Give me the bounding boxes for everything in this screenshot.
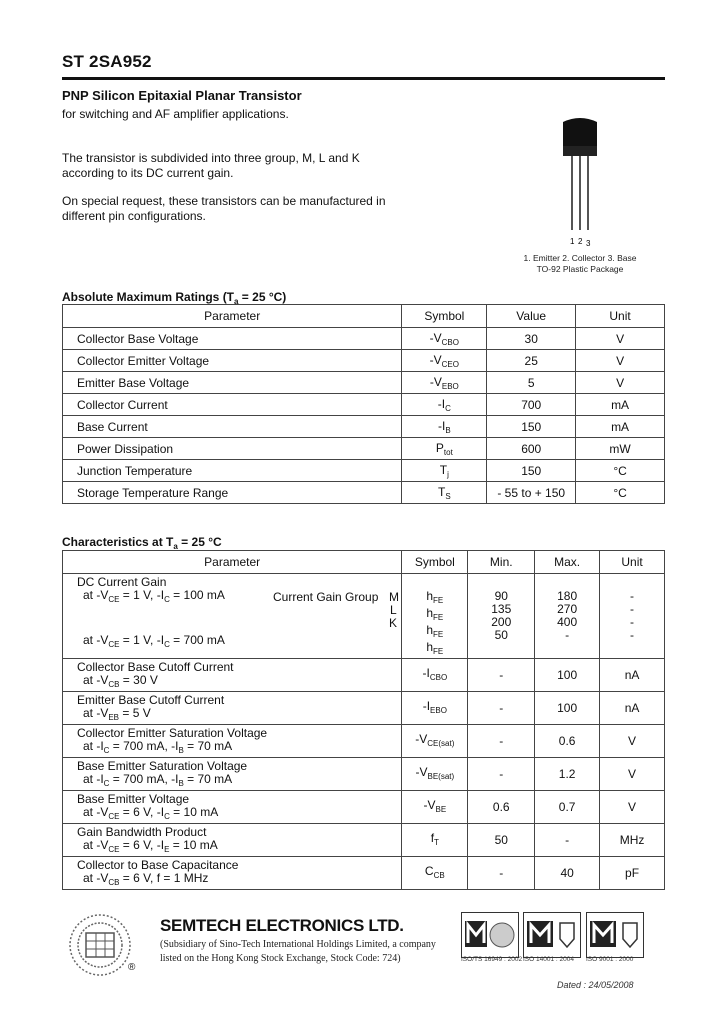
unit-cell: mW <box>576 438 665 460</box>
package-caption: 1. Emitter 2. Collector 3. Base TO-92 Plastic Package <box>523 253 637 274</box>
min-cell: 50 <box>468 824 535 857</box>
param-cell: Base Current <box>63 416 402 438</box>
intro-text-1: The transistor is subdivided into three group, M, L and K according to its DC current gain. <box>62 151 360 180</box>
pin-label-3: 3 <box>586 239 591 248</box>
value-cell: - 55 to + 150 <box>487 482 576 504</box>
symbol-cell: $C_{CB}$ <box>402 857 468 890</box>
table-row <box>63 692 665 725</box>
dated-text: Dated : 24/05/2008 <box>557 980 634 990</box>
unit-cell: pF <box>600 857 665 890</box>
value-cell: 150 <box>487 460 576 482</box>
header-parameter: Parameter <box>63 305 402 328</box>
moody-certification-icon <box>461 912 519 958</box>
value-cell: 25 <box>487 350 576 372</box>
gain-group-k: K <box>389 616 398 630</box>
unit-cell: mA <box>576 394 665 416</box>
dc-gain-symbol: $h_{FE}$ $h_{FE}$ $h_{FE}$ $h_{FE}$ <box>402 574 468 659</box>
title-divider <box>62 77 665 80</box>
table-row <box>63 372 665 394</box>
moody-iso9001-icon <box>586 912 644 958</box>
table-row <box>63 416 665 438</box>
max-cell: 100 <box>535 692 600 725</box>
table-header-row <box>63 305 665 328</box>
abs-max-title: Absolute Maximum Ratings ($T_a = 25$ °C) <box>62 290 287 306</box>
table-header-row <box>63 551 665 574</box>
abs-max-table <box>62 304 665 504</box>
page-title: ST 2SA952 <box>62 52 152 71</box>
header-parameter: Parameter <box>63 551 402 574</box>
max-cell: - <box>535 824 600 857</box>
table-row <box>63 328 665 350</box>
min-cell: - <box>468 692 535 725</box>
symbol-cell: $T_j$ <box>402 460 487 482</box>
value-cell: 600 <box>487 438 576 460</box>
param-cell: Base Emitter Saturation Voltage at $-I_C = 700$ mA, $-I_B = 70$ mA <box>63 758 402 791</box>
unit-cell: nA <box>600 692 665 725</box>
symbol-cell: $-V_{CEO}$ <box>402 350 487 372</box>
table-row <box>63 857 665 890</box>
min-cell: - <box>468 758 535 791</box>
to92-package-illustration <box>545 110 615 250</box>
pin-label-2: 2 <box>578 237 583 246</box>
unit-cell: °C <box>576 460 665 482</box>
unit-cell: mA <box>576 416 665 438</box>
dc-gain-min: 90 135 200 50 <box>468 574 535 659</box>
header-value: Value <box>487 305 576 328</box>
registered-mark: ® <box>128 962 136 973</box>
param-cell: Base Emitter Voltage at $-V_{CE} = 6$ V, $-I_C = 10$ mA <box>63 791 402 824</box>
cert-caption-1: ISO/TS 16949 : 2002 <box>461 956 523 963</box>
unit-cell: V <box>600 725 665 758</box>
header-max: Max. <box>535 551 600 574</box>
symbol-cell: $-V_{BE}$ <box>402 791 468 824</box>
symbol-cell: $-I_C$ <box>402 394 487 416</box>
unit-cell: V <box>576 372 665 394</box>
table-row <box>63 482 665 504</box>
min-cell: 0.6 <box>468 791 535 824</box>
intro-text-0: for switching and AF amplifier applications. <box>62 107 289 121</box>
symbol-cell: $-I_{CBO}$ <box>402 659 468 692</box>
symbol-cell: $-V_{EBO}$ <box>402 372 487 394</box>
dc-gain-unit: - - - - <box>600 574 665 659</box>
table-row <box>63 725 665 758</box>
value-cell: 30 <box>487 328 576 350</box>
symbol-cell: $P_{tot}$ <box>402 438 487 460</box>
table-row <box>63 394 665 416</box>
gain-group-l: L <box>390 603 397 617</box>
subtitle: PNP Silicon Epitaxial Planar Transistor <box>62 88 302 103</box>
table-row <box>63 350 665 372</box>
param-cell: Emitter Base Voltage <box>63 372 402 394</box>
dc-gain-parameter: DC Current Gain at $-V_{CE} = 1$ V, $-I_C = 100$ mA Current Gain Group M L K at $-V_{CE} = 1$ V, $-I_C = 700$ mA <box>63 574 402 659</box>
unit-cell: V <box>600 791 665 824</box>
max-cell: 1.2 <box>535 758 600 791</box>
max-cell: 40 <box>535 857 600 890</box>
max-cell: 0.7 <box>535 791 600 824</box>
characteristics-table <box>62 550 665 890</box>
param-cell: Collector Emitter Saturation Voltage at $-I_C = 700$ mA, $-I_B = 70$ mA <box>63 725 402 758</box>
min-cell: - <box>468 725 535 758</box>
intro-text-2: On special request, these transistors can be manufactured in different pin configurations. <box>62 194 386 223</box>
table-row-dc-gain <box>63 574 665 659</box>
param-cell: Emitter Base Cutoff Current at $-V_{EB} = 5$ V <box>63 692 402 725</box>
semtech-logo-icon <box>68 913 132 977</box>
min-cell: - <box>468 659 535 692</box>
cert-caption-3: ISO 9001 : 2000 <box>586 956 634 963</box>
table-row <box>63 460 665 482</box>
param-cell: Storage Temperature Range <box>63 482 402 504</box>
symbol-cell: $f_T$ <box>402 824 468 857</box>
unit-cell: V <box>576 350 665 372</box>
symbol-cell: $T_S$ <box>402 482 487 504</box>
table-row <box>63 438 665 460</box>
header-min: Min. <box>468 551 535 574</box>
param-cell: Power Dissipation <box>63 438 402 460</box>
gain-group-m: M <box>389 590 399 604</box>
param-cell: Collector to Base Capacitance at $-V_{CB} = 6$ V, f = 1 MHz <box>63 857 402 890</box>
header-unit: Unit <box>576 305 665 328</box>
param-cell: Collector Current <box>63 394 402 416</box>
symbol-cell: $-V_{BE(sat)}$ <box>402 758 468 791</box>
value-cell: 700 <box>487 394 576 416</box>
min-cell: - <box>468 857 535 890</box>
header-unit: Unit <box>600 551 665 574</box>
max-cell: 0.6 <box>535 725 600 758</box>
value-cell: 150 <box>487 416 576 438</box>
unit-cell: nA <box>600 659 665 692</box>
param-cell: Junction Temperature <box>63 460 402 482</box>
header-symbol: Symbol <box>402 305 487 328</box>
unit-cell: V <box>576 328 665 350</box>
symbol-cell: $-I_B$ <box>402 416 487 438</box>
company-subtext: (Subsidiary of Sino-Tech International Holdings Limited, a company listed on the Hong Kong Stock Exchange, Stock Code: 724) <box>160 939 436 964</box>
company-name: SEMTECH ELECTRONICS LTD. <box>160 916 404 935</box>
cert-caption-2: ISO 14001 : 2004 <box>523 956 574 963</box>
table-row <box>63 758 665 791</box>
symbol-cell: $-I_{EBO}$ <box>402 692 468 725</box>
characteristics-title: Characteristics at $T_a = 25$ °C <box>62 535 222 551</box>
param-cell: Collector Emitter Voltage <box>63 350 402 372</box>
max-cell: 100 <box>535 659 600 692</box>
table-row <box>63 791 665 824</box>
symbol-cell: $-V_{CE(sat)}$ <box>402 725 468 758</box>
table-row <box>63 824 665 857</box>
param-cell: Collector Base Voltage <box>63 328 402 350</box>
header-symbol: Symbol <box>402 551 468 574</box>
param-cell: Gain Bandwidth Product at $-V_{CE} = 6$ V, $-I_E = 10$ mA <box>63 824 402 857</box>
symbol-cell: $-V_{CBO}$ <box>402 328 487 350</box>
unit-cell: °C <box>576 482 665 504</box>
param-cell: Collector Base Cutoff Current at $-V_{CB} = 30$ V <box>63 659 402 692</box>
value-cell: 5 <box>487 372 576 394</box>
pin-label-1: 1 <box>570 237 575 246</box>
unit-cell: MHz <box>600 824 665 857</box>
dc-gain-max: 180 270 400 - <box>535 574 600 659</box>
table-row <box>63 659 665 692</box>
unit-cell: V <box>600 758 665 791</box>
moody-iso14001-icon <box>523 912 581 958</box>
